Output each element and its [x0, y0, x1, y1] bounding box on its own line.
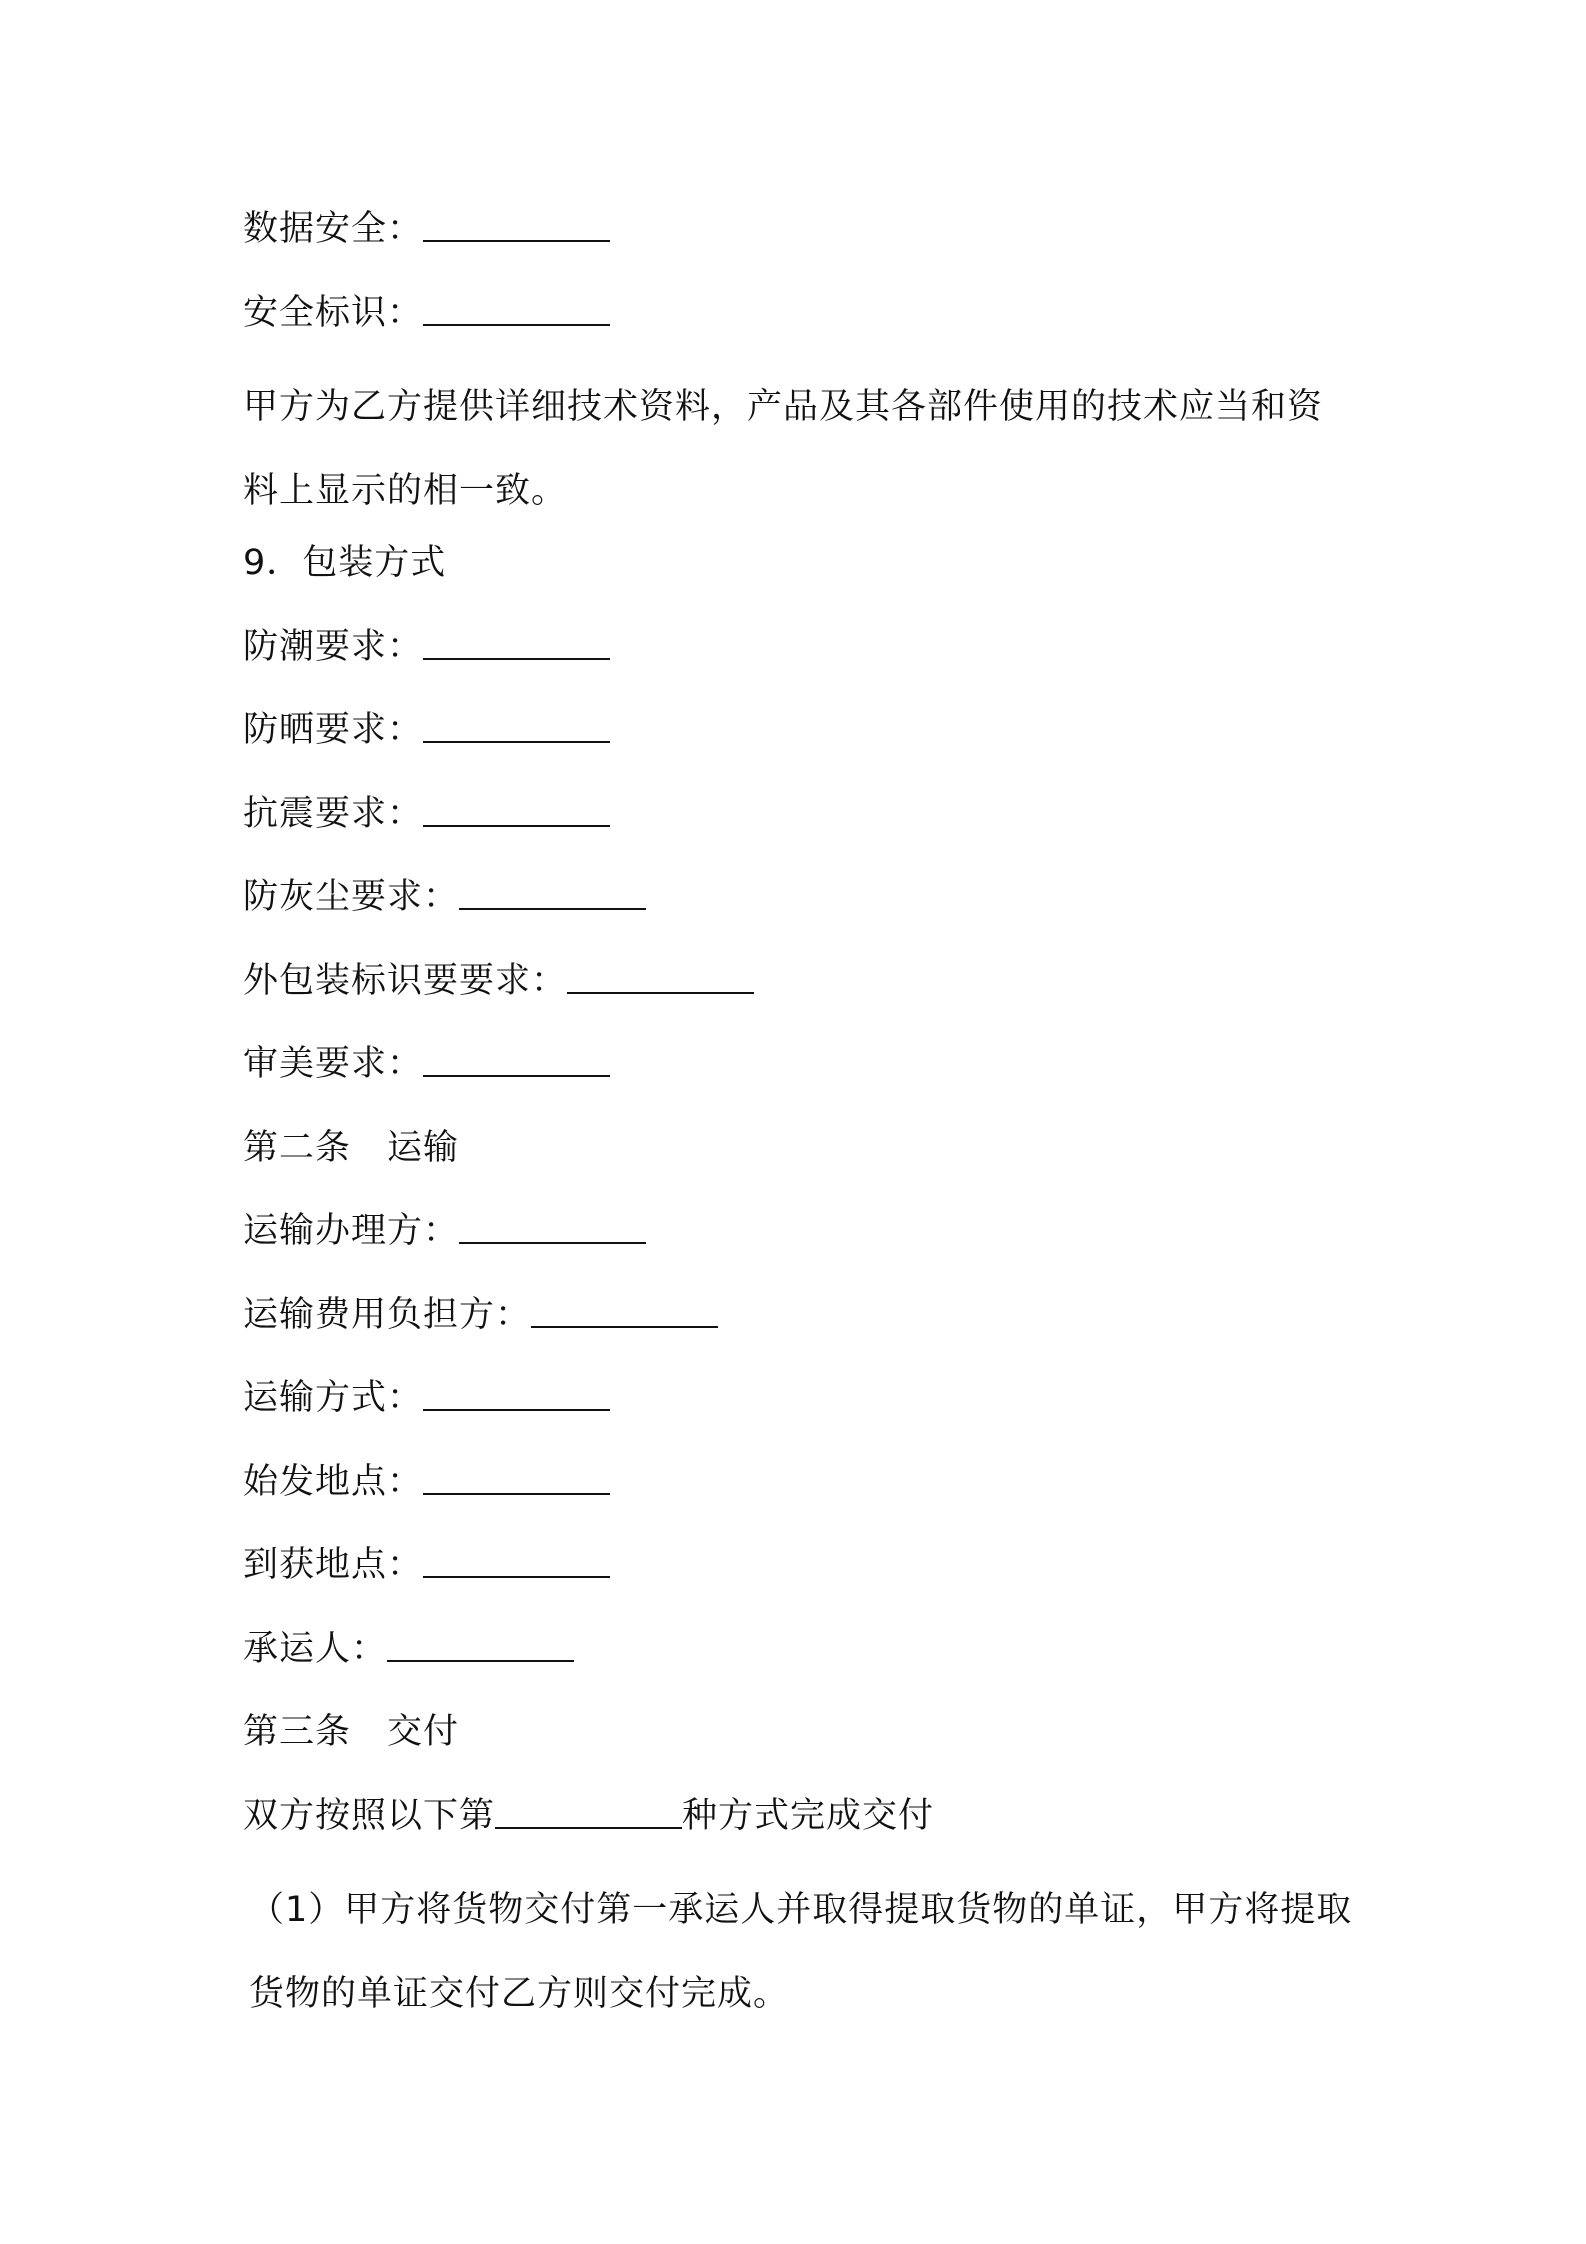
field-label: 运输费用负担方： — [243, 1294, 532, 1335]
field-line — [243, 867, 1353, 951]
field-label: 防潮要求： — [243, 626, 424, 667]
article-heading: 第二条 运输 — [243, 1127, 460, 1168]
field-line — [243, 199, 1353, 283]
field-line — [243, 1368, 1353, 1452]
field-label: 承运人： — [243, 1628, 388, 1669]
field-line — [243, 951, 1353, 1035]
field-line — [243, 1034, 1353, 1118]
blank-field — [387, 1620, 574, 1662]
document-body — [243, 199, 1353, 2036]
field-line — [243, 1619, 1353, 1703]
blank-field — [495, 1787, 682, 1829]
field-line — [243, 784, 1353, 868]
field-line — [243, 700, 1353, 784]
blank-field — [459, 1202, 646, 1244]
blank-field — [423, 284, 610, 326]
field-label: 始发地点： — [243, 1461, 424, 1502]
blank-field — [423, 1536, 610, 1578]
blank-field — [567, 952, 754, 994]
blank-field — [459, 868, 646, 910]
field-label: 运输办理方： — [243, 1211, 460, 1251]
blank-field — [423, 200, 610, 242]
delivery-method-line — [243, 1786, 1353, 1870]
delivery-suffix: 种方式完成交付 — [682, 1795, 935, 1836]
article-heading: 第三条 交付 — [243, 1712, 460, 1752]
field-label: 防灰尘要求： — [243, 877, 460, 917]
blank-field — [423, 1453, 610, 1495]
paragraph-tech-docs: 甲方为乙方提供详细技术资料，产品及其各部件使用的技术应当和资料上显示的相一致。 — [243, 387, 1324, 511]
field-line — [243, 1285, 1353, 1369]
blank-field — [531, 1286, 718, 1328]
blank-field — [423, 1035, 610, 1077]
blank-field — [423, 785, 610, 827]
delivery-clause-1: （1）甲方将货物交付第一承运人并取得提取货物的单证，甲方将提取货物的单证交付乙方则交付完成。 — [249, 1890, 1353, 2014]
blank-field — [423, 701, 610, 743]
blank-field — [423, 618, 610, 660]
field-line — [243, 283, 1353, 367]
field-line — [243, 1201, 1353, 1285]
field-label: 外包装标识要要求： — [243, 960, 568, 1001]
field-label: 数据安全： — [243, 209, 424, 249]
field-label: 防晒要求： — [243, 710, 424, 750]
field-label: 到获地点： — [243, 1545, 424, 1585]
blank-field — [423, 1369, 610, 1411]
delivery-prefix: 双方按照以下第 — [243, 1795, 496, 1836]
field-line — [243, 1452, 1353, 1536]
field-label: 安全标识： — [243, 292, 424, 333]
field-line — [243, 617, 1353, 701]
section-heading: 9．包装方式 — [243, 543, 447, 583]
field-label: 运输方式： — [243, 1378, 424, 1418]
field-line — [243, 1535, 1353, 1619]
field-label: 审美要求： — [243, 1044, 424, 1084]
field-label: 抗震要求： — [243, 793, 424, 834]
